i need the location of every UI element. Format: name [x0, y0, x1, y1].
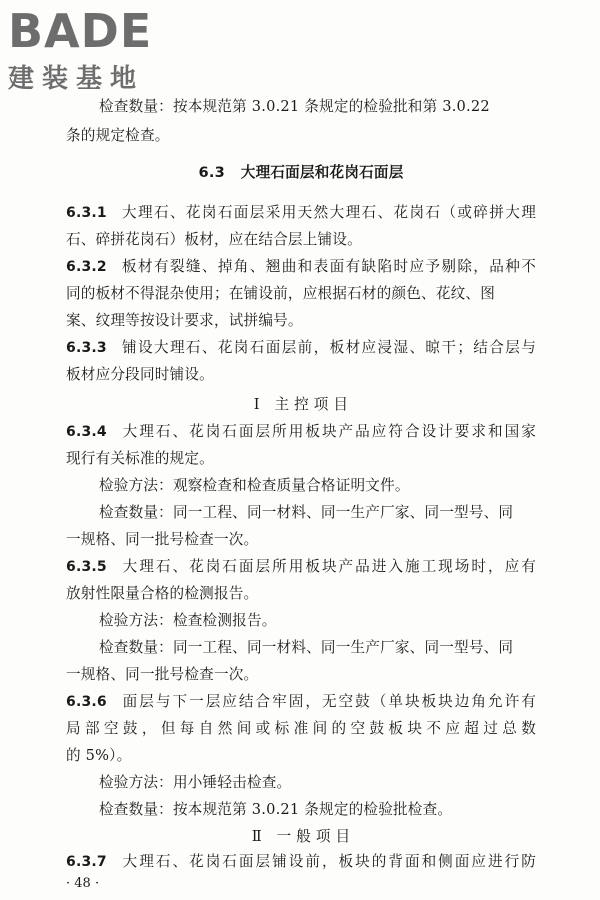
- text-line: 同的板材不得混杂使用；在铺设前，应根据石材的颜色、花纹、图: [66, 285, 496, 302]
- section-heading: [66, 163, 536, 183]
- text-line: 检验方法：用小锤轻击检查。: [99, 774, 292, 791]
- clause-number: 6.3.6: [66, 694, 107, 710]
- text-line: 检验方法：观察检查和检查质量合格证明文件。: [99, 477, 410, 494]
- subsection-heading: Ⅱ 一 般 项 目: [251, 828, 351, 845]
- text-line: 检查数量：同一工程、同一材料、同一生产厂家、同一型号、同: [99, 639, 514, 656]
- clause-6-3-2: 6.3.2 板材有裂缝、掉角、翘曲和表面有缺陷时应予剔除，品种不: [66, 258, 536, 275]
- logo-subtitle: 建装基地: [8, 64, 145, 94]
- bade-logo: [8, 6, 178, 96]
- text-line: 石、碎拼花岗石）板材，应在结合层上铺设。: [66, 231, 362, 248]
- text-line: 案、纹理等按设计要求，试拼编号。: [66, 312, 303, 329]
- clause-6-3-1: 6.3.1 大理石、花岗石面层采用天然大理石、花岗石（或碎拼大理: [66, 204, 536, 221]
- clause-number: 6.3.4: [66, 424, 107, 440]
- text-line: 条的规定检查。: [66, 127, 170, 144]
- text-line: 一规格、同一批号检查一次。: [66, 666, 259, 683]
- clause-number: 6.3.2: [66, 259, 107, 275]
- section-title: 大理石面层和花岗石面层: [240, 164, 404, 181]
- clause-6-3-5: 6.3.5 大理石、花岗石面层所用板块产品进入施工现场时，应有: [66, 558, 536, 575]
- clause-number: 6.3.3: [66, 340, 107, 356]
- clause-6-3-3: 6.3.3 铺设大理石、花岗石面层前，板材应浸湿、晾干；结合层与: [66, 339, 536, 356]
- text-line: 检查数量：同一工程、同一材料、同一生产厂家、同一型号、同: [99, 504, 514, 521]
- text-line: 板材应分段同时铺设。: [66, 366, 214, 383]
- text-line: 检查数量：按本规范第 3.0.21 条规定的检验批和第 3.0.22: [99, 98, 490, 115]
- text-line: 一规格、同一批号检查一次。: [66, 531, 259, 548]
- subsection-heading: Ⅰ 主 控 项 目: [253, 396, 349, 413]
- clause-number: 6.3.5: [66, 559, 107, 575]
- text-line: 的 5%）。: [66, 747, 132, 764]
- text-line: 检查数量：按本规范第 3.0.21 条规定的检验批检查。: [99, 801, 453, 818]
- clause-number: 6.3.1: [66, 205, 107, 221]
- clause-6-3-7: 6.3.7 大理石、花岗石面层铺设前，板块的背面和侧面应进行防: [66, 853, 536, 870]
- text-line: 放射性限量合格的检测报告。: [66, 585, 259, 602]
- clause-6-3-6: 6.3.6 面层与下一层应结合牢固，无空鼓（单块板块边角允许有: [66, 693, 536, 710]
- text-line: 检验方法：检查检测报告。: [99, 612, 277, 629]
- page-number: · 48 ·: [66, 876, 100, 891]
- section-number: 6.3: [198, 164, 225, 181]
- clause-number: 6.3.7: [66, 854, 107, 870]
- text-line: 局部空鼓，但每自然间或标准间的空鼓板块不应超过总数: [66, 720, 536, 737]
- logo-wordmark: BADE: [8, 4, 153, 58]
- text-line: 现行有关标准的规定。: [66, 450, 214, 467]
- clause-6-3-4: 6.3.4 大理石、花岗石面层所用板块产品应符合设计要求和国家: [66, 423, 536, 440]
